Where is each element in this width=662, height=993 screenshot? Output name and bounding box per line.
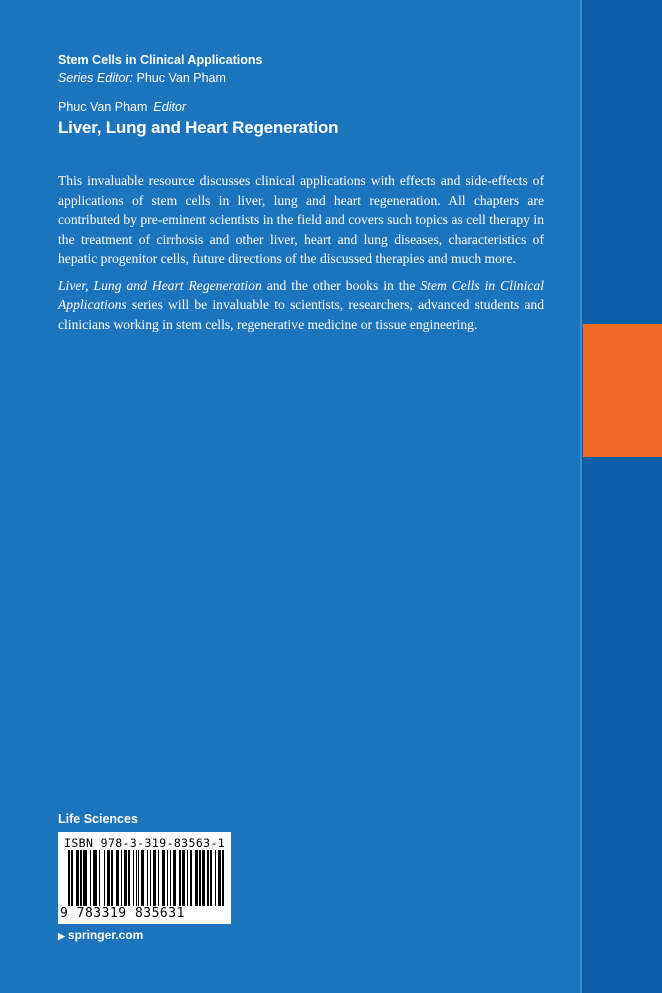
book-editor-role: Editor [153, 100, 187, 114]
spine-orange-block [583, 324, 662, 457]
arrow-icon: ▶ [58, 931, 65, 941]
barcode-bar [111, 850, 113, 906]
barcode-bar [187, 850, 189, 906]
blurb [58, 171, 544, 341]
barcode-bar [150, 850, 152, 906]
book-editor [58, 98, 186, 116]
barcode-bar [108, 850, 110, 906]
barcode-bar [196, 850, 198, 906]
barcode-bar [210, 850, 212, 906]
barcode-bar [71, 850, 73, 906]
barcode-bar [207, 850, 209, 906]
book-title: Liver, Lung and Heart Regeneration [58, 118, 339, 137]
barcode-bar [147, 850, 149, 906]
blurb-text: and the other books in the [261, 277, 421, 293]
barcode-bar [68, 850, 70, 906]
barcode-bar [121, 850, 123, 906]
barcode-bar [215, 850, 217, 906]
subject-category: Life Sciences [58, 812, 138, 826]
barcode-digits: 9 783319 835631 [60, 906, 185, 921]
barcode-bar [179, 850, 181, 906]
series-editor-label: Series Editor: [58, 71, 134, 85]
barcode-bar [138, 850, 140, 906]
barcode-bar [222, 850, 224, 906]
barcode-bar [167, 850, 169, 906]
barcode-bar [204, 850, 206, 906]
barcode-bar [170, 850, 172, 906]
spine-strip [582, 0, 662, 993]
barcode-bar [190, 850, 192, 906]
series-editor [58, 69, 558, 87]
barcode-bar [199, 850, 201, 906]
series-title: Stem Cells in Clinical Applications [58, 53, 263, 67]
blurb-paragraph-1: This invaluable resource discusses clinical applications with effects and side-effects of applications of stem cells in liver, lung and heart regeneration. All chapters are contributed by pre-eminent scientists in the field and covers such topics as cell therapy in the treatment of cirrhosis and other liver, heart and lung diseases, characteristics of hepatic progenitor cells, future directions of the discussed therapies and much more. [58, 173, 544, 266]
barcode-bars [68, 850, 224, 906]
barcode-bar [117, 850, 119, 906]
blurb-text: series will be invaluable to scientists, researchers, advanced students and clinicians working in stem cells, regenerative medicine or tissue engineering. [58, 297, 544, 332]
barcode-bar [154, 850, 156, 906]
barcode-bar [158, 850, 160, 906]
isbn-barcode [58, 832, 231, 924]
blurb-series-title: Stem Cells in Clinical Applications [58, 277, 544, 312]
publisher-link[interactable] [58, 928, 143, 942]
series-info [58, 51, 558, 87]
barcode-bar [142, 850, 144, 906]
barcode-bar [77, 850, 79, 906]
blurb-paragraph-2 [58, 276, 544, 335]
barcode-bar [96, 850, 98, 906]
barcode-bar [184, 850, 186, 906]
barcode-bar [90, 850, 92, 906]
barcode-bar [104, 850, 106, 906]
barcode-bar [175, 850, 177, 906]
barcode-bar [80, 850, 82, 906]
blurb-book-title: Liver, Lung and Heart Regeneration [58, 277, 262, 293]
series-editor-name: Phuc Van Pham [136, 71, 226, 85]
barcode-bar [128, 850, 130, 906]
publisher-url: springer.com [67, 928, 144, 942]
barcode-bar [99, 850, 101, 906]
book-editor-name: Phuc Van Pham [58, 100, 148, 114]
barcode-bar [133, 850, 135, 906]
barcode-bar [85, 850, 87, 906]
barcode-bar [219, 850, 221, 906]
isbn-label: ISBN 978-3-319-83563-1 [64, 836, 226, 850]
barcode-bar [125, 850, 127, 906]
barcode-bar [164, 850, 166, 906]
